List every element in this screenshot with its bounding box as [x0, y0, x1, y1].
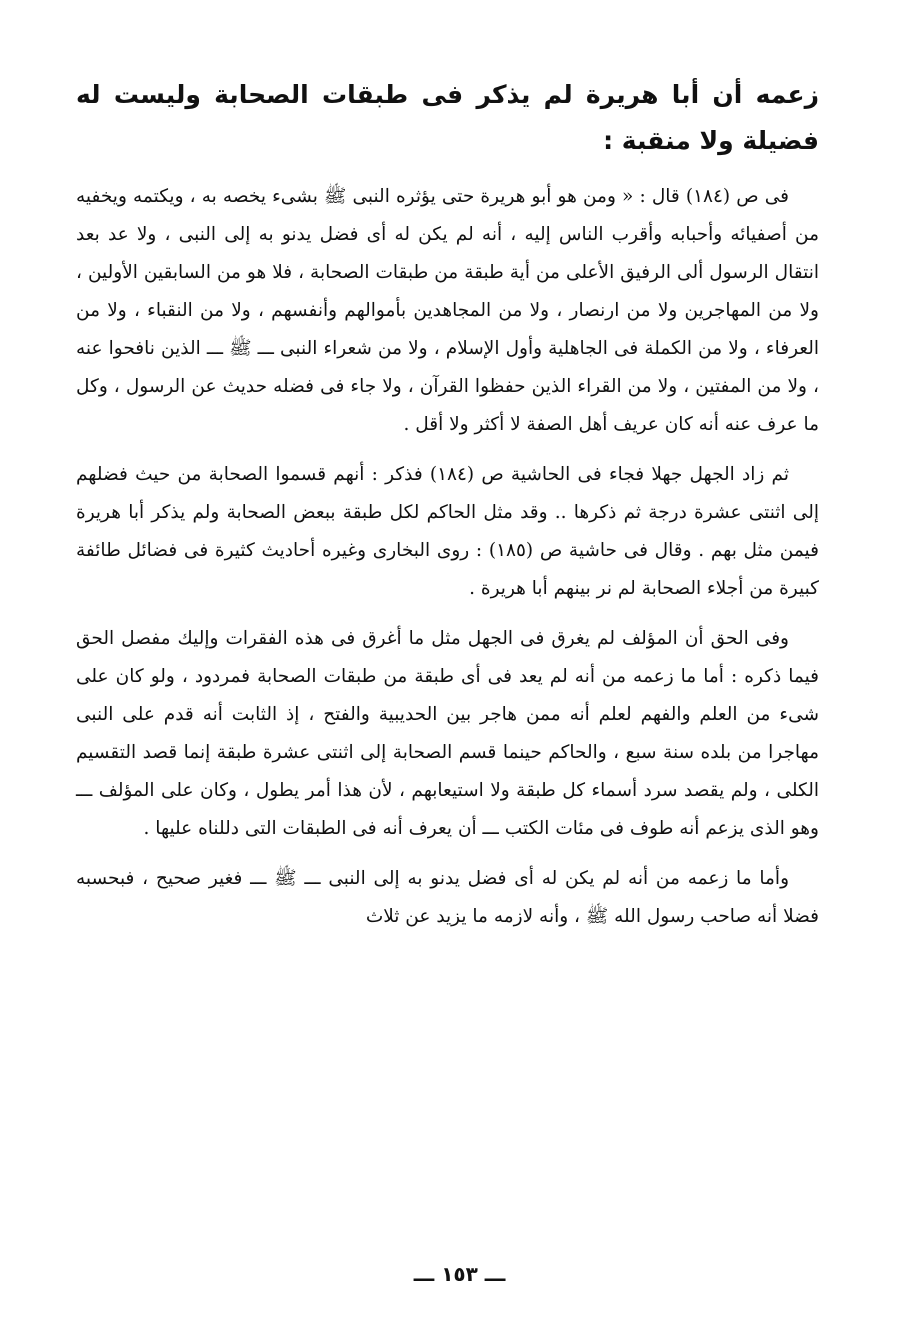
- paragraph-1: فى ص (١٨٤) قال : « ومن هو أبو هريرة حتى يؤثره النبى ﷺ بشىء يخصه به ، ويكتمه ويخفيه من أصفيائه وأحبابه وأقرب الناس إليه ، أنه لم يكن له أى فضل يدنو به إلى النبى ، ولا عد بعد انتقال الرسول ألى الرفيق الأعلى من أية طبقة من طبقات الصحابة ، فلا هو من السابقين الأولين ، ولا من المهاجرين ولا من ارنصار ، ولا من المجاهدين بأموالهم وأنفسهم ، ولا من النقباء ، ولا من العرفاء ، ولا من الكملة فى الجاهلية وأول الإسلام ، ولا من شعراء النبى ـــ ﷺ ـــ الذين نافحوا عنه ، ولا من المفتين ، ولا من القراء الذين حفظوا القرآن ، ولا جاء فى فضله حديث عن الرسول ، وكل ما عرف عنه أنه كان عريف أهل الصفة لا أكثر ولا أقل .: [76, 186, 819, 435]
- paragraph-2: ثم زاد الجهل جهلا فجاء فى الحاشية ص (١٨٤) فذكر : أنهم قسموا الصحابة من حيث فضلهم إلى اثنتى عشرة درجة ثم ذكرها .. وقد مثل الحاكم لكل طبقة ببعض الصحابة ولم يذكر أبا هريرة فيمن مثل بهم . وقال فى حاشية ص (١٨٥) : روى البخارى وغيره أحاديث كثيرة فى فضائل طائفة كبيرة من أجلاء الصحابة لم نر بينهم أبا هريرة .: [76, 464, 819, 599]
- section-heading: زعمه أن أبا هريرة لم يذكر فى طبقات الصحابة وليست له فضيلة ولا منقبة :: [76, 80, 819, 155]
- paragraph-4: وأما ما زعمه من أنه لم يكن له أى فضل يدنو به إلى النبى ـــ ﷺ ـــ فغير صحيح ، فبحسبه فضلا أنه صاحب رسول الله ﷺ ، وأنه لازمه ما يزيد عن ثلاث: [76, 868, 819, 927]
- paragraph-3: وفى الحق أن المؤلف لم يغرق فى الجهل مثل ما أغرق فى هذه الفقرات وإليك مفصل الحق فيما ذكره : أما ما زعمه من أنه لم يعد فى أى طبقة من طبقات الصحابة فمردود ، ولو كان على شىء من العلم والفهم لعلم أنه ممن هاجر بين الحديبية والفتح ، إذ الثابت أنه قدم على النبى مهاجرا من بلده سنة سبع ، والحاكم حينما قسم الصحابة إلى اثنتى عشرة طبقة إنما قصد التقسيم الكلى ، ولم يقصد سرد أسماء كل طبقة ولا استيعابهم ، لأن هذا أمر يطول ، وكان على المؤلف ـــ وهو الذى يزعم أنه طوف فى مئات الكتب ـــ أن يعرف أنه فى الطبقات التى دللناه عليها .: [76, 628, 819, 839]
- page-number: ـــ ١٥٣ ـــ: [413, 1262, 506, 1286]
